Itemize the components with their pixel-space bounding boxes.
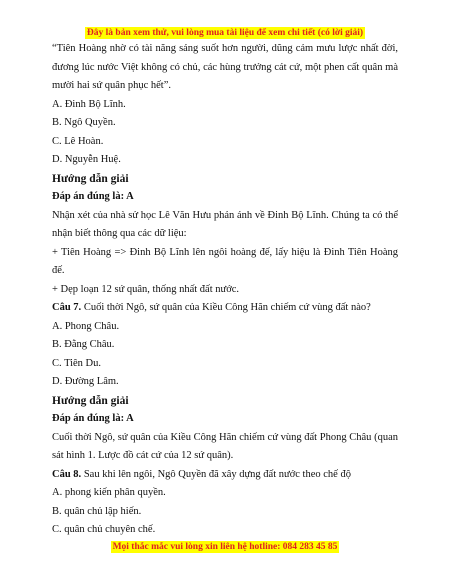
q7-option-c: C. Tiên Du. — [52, 357, 102, 369]
q7-label: Câu 7. — [52, 302, 82, 313]
q7-text: Cuối thời Ngô, sứ quân của Kiều Công Hãn chiếm cứ vùng đất nào? — [81, 302, 371, 313]
q6-answer: Đáp án đúng là: A — [52, 191, 134, 202]
q6-stem: “Tiên Hoàng nhờ có tài năng sáng suốt hơn người, dũng cảm mưu lược nhất đời, đương lúc nước Việt không có chủ, các hùng trưởng cát cứ, một phen cất quân mà mười hai sứ quân phục hết”. — [52, 43, 398, 91]
q8-question — [52, 466, 398, 485]
preview-notice-banner — [0, 22, 450, 40]
q7-question — [52, 299, 398, 318]
q6-explanation-1: Nhận xét của nhà sử học Lê Văn Hưu phản ánh về Đinh Bộ Lĩnh. Chúng ta có thể nhận biết thông qua các dữ liệu: — [52, 209, 398, 239]
q6-option-c: C. Lê Hoàn. — [52, 135, 104, 147]
q7-answer: Đáp án đúng là: A — [52, 413, 134, 424]
q8-option-b: B. quân chủ lập hiến. — [52, 505, 142, 517]
q7-explanation: Cuối thời Ngô, sứ quân của Kiều Công Hãn chiếm cứ vùng đất Phong Châu (quan sát hình 1. Lược đồ cát cứ của 12 sứ quân). — [52, 431, 398, 461]
q8-text: Sau khi lên ngôi, Ngô Quyền đã xây dựng đất nước theo chế độ — [81, 468, 351, 480]
q7-option-d: D. Đường Lâm. — [52, 376, 119, 387]
preview-notice-text: Đây là bản xem thử, vui lòng mua tài liệu để xem chi tiết (có lời giải) — [86, 28, 364, 38]
q8-option-a: A. phong kiến phân quyền. — [52, 487, 166, 498]
q6-option-b: B. Ngô Quyền. — [52, 117, 116, 128]
q8-label: Câu 8. — [52, 468, 82, 480]
hotline-banner — [0, 536, 450, 554]
q6-explanation-3: + Dẹp loạn 12 sứ quân, thống nhất đất nước. — [52, 283, 240, 295]
q6-option-d: D. Nguyễn Huệ. — [52, 154, 121, 165]
q7-option-a: A. Phong Châu. — [52, 320, 120, 332]
q6-guide-heading: Hướng dẫn giải — [52, 172, 129, 185]
q8-option-c: C. quân chủ chuyên chế. — [52, 524, 156, 535]
q7-option-b: B. Đằng Châu. — [52, 339, 115, 350]
hotline-text: Mọi thắc mắc vui lòng xin liên hệ hotline: 084 283 45 85 — [112, 542, 338, 552]
q6-option-a: A. Đinh Bộ Lĩnh. — [52, 98, 126, 110]
document-body — [52, 40, 398, 540]
q7-guide-heading: Hướng dẫn giải — [52, 394, 129, 407]
q6-explanation-2: + Tiên Hoàng => Đinh Bộ Lĩnh lên ngôi hoàng đế, lấy hiệu là Đinh Tiên Hoàng đế. — [52, 246, 398, 276]
